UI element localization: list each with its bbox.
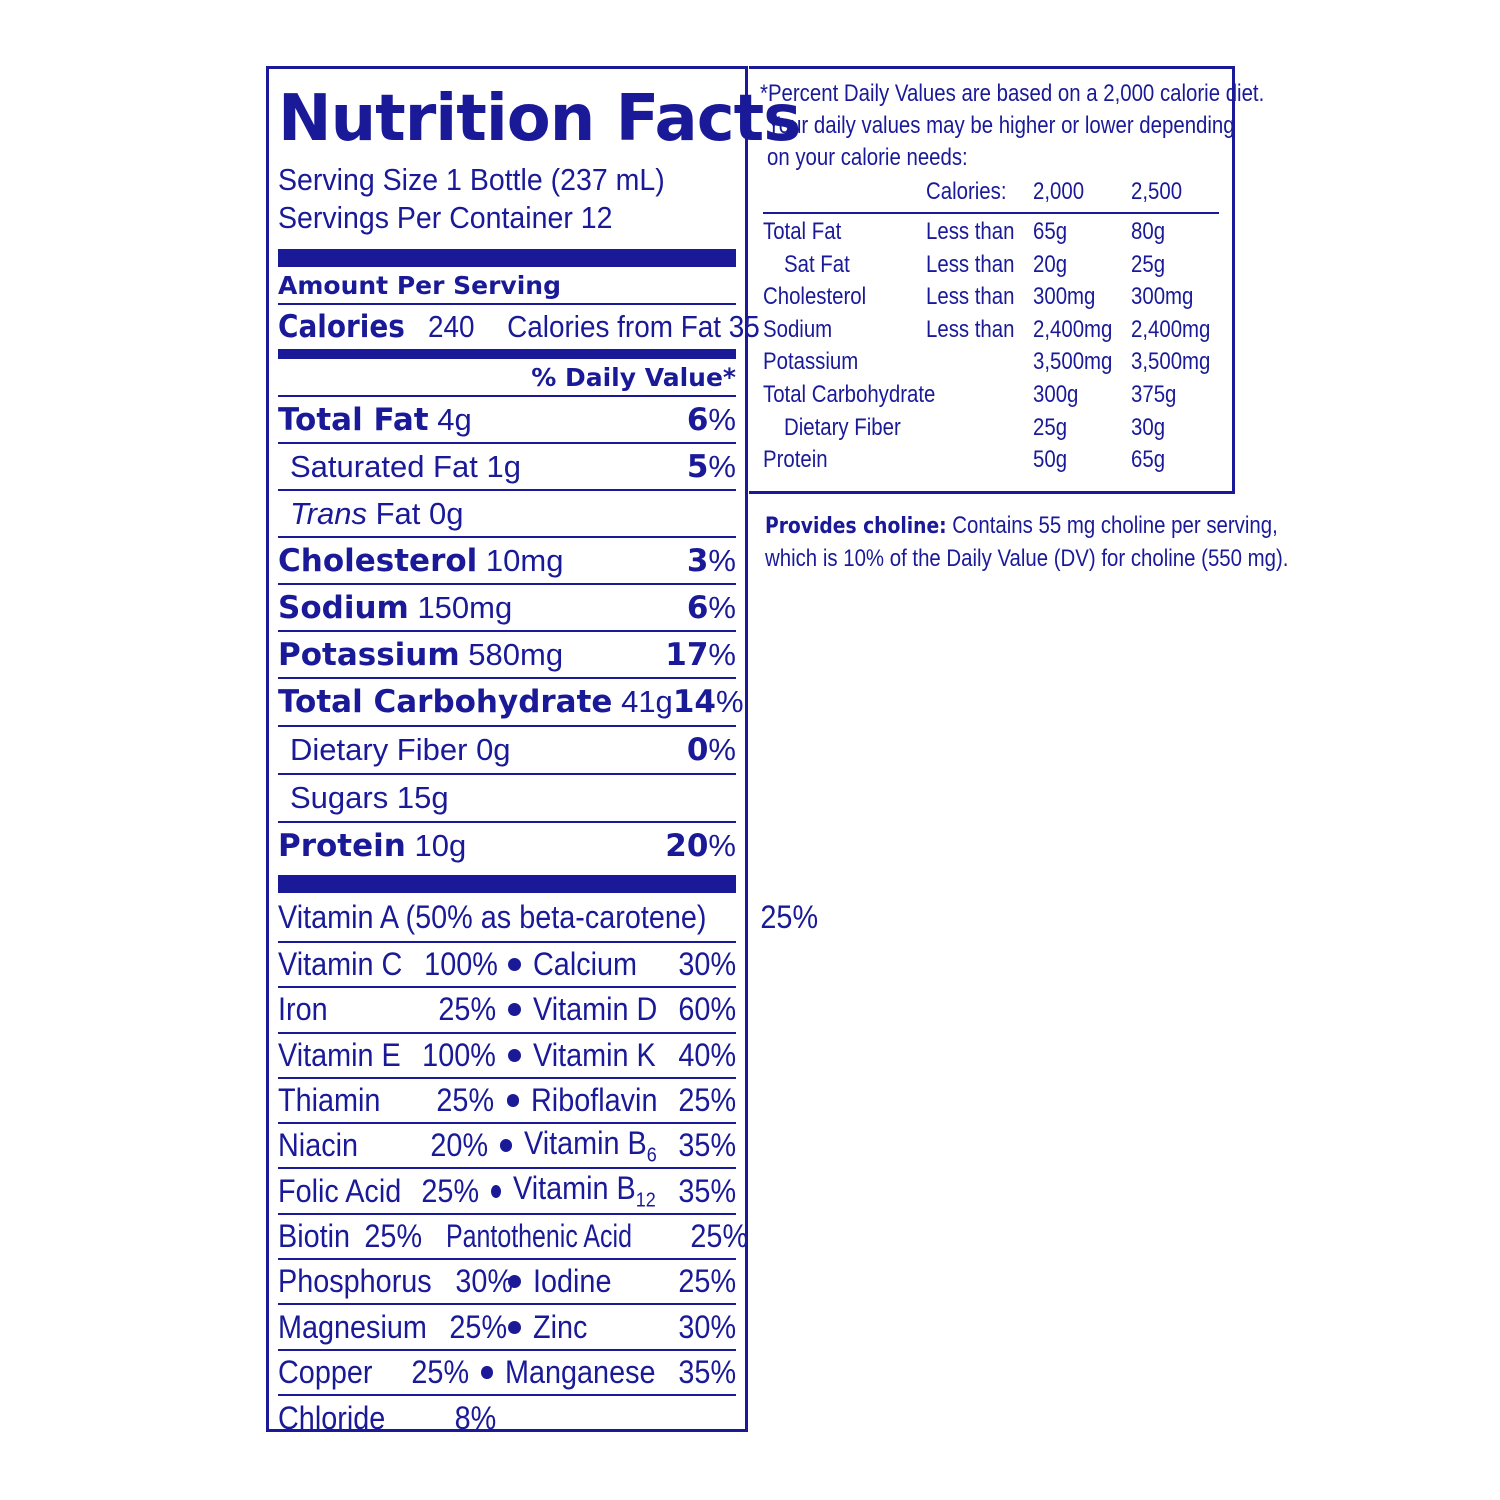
trans-fat-row [278, 491, 736, 538]
footnote-cell-c1: 3,500mg [1033, 348, 1113, 376]
footnote-cell-c1: 65g [1033, 218, 1068, 245]
bullet-icon [491, 1185, 501, 1198]
dietary-fiber-amount: 0g [476, 732, 511, 767]
vitamin-left-label: Phosphorus [278, 1263, 432, 1300]
vitamin-right-pct: 35% [678, 1353, 736, 1390]
vitamin-row [278, 1169, 736, 1214]
chloride-row [278, 1396, 736, 1441]
choline-bold-label: Provides choline: [765, 514, 947, 539]
vitamin-row [278, 1079, 736, 1124]
vitamin-left-pct: 25% [436, 1082, 495, 1119]
vitamin-left-label: Folic Acid [278, 1172, 402, 1209]
vitamin-right-pct: 30% [678, 946, 736, 983]
footnote-line-3: on your calorie needs: [767, 144, 968, 171]
vitamin-right-pct: 40% [678, 1036, 736, 1073]
trans-fat-italic: Trans [290, 495, 367, 531]
vitamin-left-pct: 25% [411, 1353, 470, 1390]
vitamin-subscript: 12 [636, 1189, 657, 1212]
vitamin-left-label: Magnesium [278, 1308, 427, 1345]
vitamin-left-pct: 25% [421, 1172, 479, 1209]
saturated-fat-pct: 5 [686, 448, 709, 485]
bullet-icon [481, 1366, 492, 1379]
sodium-label: Sodium [278, 589, 409, 626]
pct-sign: % [715, 684, 744, 719]
calories-from-fat: Calories from Fat 35 [507, 309, 761, 344]
vitamin-row [278, 1215, 749, 1260]
vitamin-right-pct: 35% [678, 1172, 736, 1209]
vitamin-left-label: Vitamin C [278, 946, 403, 983]
vitamin-right-label [446, 1218, 632, 1255]
footnote-cell-name: Total Carbohydrate [763, 381, 936, 408]
bullet-icon [507, 1094, 520, 1107]
potassium-row [278, 632, 736, 679]
protein-pct: 20 [665, 828, 709, 864]
vitamin-right-label [533, 991, 657, 1028]
footnote-cell-c2: 2,400mg [1131, 315, 1211, 343]
vitamin-right-label [533, 946, 637, 983]
servings-per-container: Servings Per Container 12 [278, 200, 613, 235]
footnote-cell-c2: 375g [1131, 381, 1177, 408]
vitamin-row [278, 988, 736, 1033]
vitamin-row [278, 943, 736, 988]
vitamin-a-label: Vitamin A (50% as beta-carotene) [278, 898, 707, 935]
vitamin-right-name: Vitamin K [533, 1036, 656, 1073]
potassium-amount: 580mg [468, 636, 564, 672]
vitamin-subscript: 6 [647, 1144, 658, 1167]
vitamin-right-name: Iodine [533, 1263, 612, 1300]
vitamin-right-name: Vitamin B [513, 1169, 637, 1206]
choline-statement [765, 510, 1288, 575]
pct-sign: % [708, 542, 736, 578]
footnote-cell-c1: 300mg [1033, 283, 1096, 311]
vitamin-a-row [278, 893, 819, 943]
bullet-icon [508, 1321, 521, 1334]
vitamin-a-pct: 25% [760, 898, 819, 935]
vitamin-left-pct: 100% [422, 1036, 497, 1073]
trans-fat-label: Fat 0g [375, 495, 464, 531]
vitamin-right-name: Riboflavin [531, 1082, 658, 1119]
sodium-amount: 150mg [417, 589, 513, 625]
footnote-cell-c2: 80g [1131, 218, 1166, 245]
chloride-label: Chloride [278, 1399, 386, 1436]
bullet-icon [508, 1003, 521, 1016]
vitamin-right-label [513, 1170, 656, 1212]
vitamin-left-pct: 30% [455, 1263, 513, 1300]
dietary-fiber-pct: 0 [686, 732, 709, 768]
saturated-fat-amount: 1g [486, 448, 521, 484]
vitamin-row [278, 1034, 736, 1079]
thick-divider [278, 875, 736, 893]
vitamin-right-label [533, 1263, 611, 1300]
vitamin-right-name: Calcium [533, 946, 638, 983]
total-fat-row [278, 397, 736, 444]
footnote-line-1: *Percent Daily Values are based on a 2,000 calorie diet. [760, 80, 1265, 107]
footnote-cell-c1: 50g [1033, 446, 1068, 474]
carbohydrate-pct: 14 [672, 684, 716, 720]
vitamin-left-label: Niacin [278, 1127, 359, 1164]
medium-divider [278, 349, 736, 359]
vitamin-row [278, 1124, 736, 1169]
footnote-cell-c1: 25g [1033, 413, 1068, 441]
vitamin-left-label: Copper [278, 1353, 373, 1390]
vitamin-left-pct: 25% [438, 991, 496, 1028]
vitamin-right-pct: 30% [678, 1308, 736, 1345]
calories-value: 240 [427, 309, 475, 344]
protein-label: Protein [278, 828, 406, 864]
vitamin-right-pct: 25% [690, 1217, 749, 1254]
carbohydrate-amount: 41g [621, 684, 673, 719]
carbohydrate-row [278, 679, 744, 727]
protein-row [278, 823, 736, 869]
footnote-cell-c2: 3,500mg [1131, 348, 1211, 376]
potassium-pct: 17 [665, 636, 709, 673]
footnote-cell-qual: Less than [926, 250, 1015, 278]
pct-sign: % [708, 732, 736, 767]
bullet-icon [500, 1139, 513, 1152]
vitamin-mineral-list [278, 943, 749, 1396]
nutrition-facts-title: Nutrition Facts [278, 82, 801, 156]
vitamin-right-pct: 60% [678, 991, 736, 1028]
footnote-cell-qual: Less than [926, 315, 1015, 343]
vitamin-right-pct: 25% [678, 1263, 736, 1300]
sugars-label: Sugars [290, 780, 389, 815]
potassium-label: Potassium [278, 636, 460, 673]
cholesterol-amount: 10mg [485, 542, 564, 578]
amount-per-serving-row [278, 267, 736, 305]
vitamin-right-name: Manganese [504, 1353, 656, 1390]
vitamin-left-label: Thiamin [278, 1082, 381, 1119]
pct-sign: % [708, 636, 736, 672]
calories-label: Calories [278, 309, 405, 345]
sugars-amount: 15g [396, 780, 449, 815]
carbohydrate-label: Total Carbohydrate [278, 684, 613, 720]
vitamin-right-name: Zinc [533, 1308, 588, 1345]
footnote-cell-qual: Less than [926, 283, 1015, 311]
vitamin-right-label [533, 1037, 656, 1074]
footnote-cell-c2: 30g [1131, 413, 1166, 441]
footnote-cell-name: Protein [763, 446, 828, 474]
vitamin-row [278, 1260, 736, 1305]
footnote-cell-c2: 65g [1131, 446, 1166, 474]
daily-value-header-row [278, 359, 736, 397]
vitamin-left-pct: 20% [430, 1127, 488, 1164]
vitamin-right-label [533, 1309, 587, 1346]
footnote-cell-qual: Less than [926, 218, 1015, 245]
cholesterol-row [278, 538, 736, 585]
vitamin-right-name: Vitamin D [533, 991, 658, 1028]
dietary-fiber-label: Dietary Fiber [290, 732, 468, 767]
choline-line-1: Contains 55 mg choline per serving, [952, 512, 1278, 539]
footnote-cell-name: Sodium [763, 315, 833, 343]
total-fat-amount: 4g [437, 401, 472, 437]
vitamin-row [278, 1351, 736, 1396]
vitamin-right-label [505, 1354, 656, 1391]
footnote-cell-name: Total Fat [763, 218, 842, 245]
vitamin-right-pct: 25% [678, 1082, 736, 1119]
footnote-line-2: Your daily values may be higher or lower depending [767, 112, 1235, 139]
footnote-cell-c2: 25g [1131, 250, 1166, 278]
sugars-row [278, 775, 736, 823]
chloride-pct: 8% [454, 1399, 496, 1436]
vitamin-left-pct: 100% [424, 946, 498, 983]
serving-size: Serving Size 1 Bottle (237 mL) [278, 162, 665, 197]
total-fat-label: Total Fat [278, 401, 429, 438]
vitamin-right-name: Vitamin B [524, 1124, 648, 1161]
vitamin-right-name: Pantothenic Acid [446, 1217, 633, 1254]
bullet-icon [508, 958, 521, 971]
vitamin-row [278, 1305, 736, 1350]
footnote-calories-2000: 2,000 [1033, 178, 1085, 205]
daily-value-header: % Daily Value* [531, 362, 736, 392]
footnote-cell-name: Sat Fat [784, 250, 850, 278]
sodium-pct: 6 [686, 589, 709, 626]
footnote-cell-c2: 300mg [1131, 283, 1194, 311]
vitamin-left-pct: 25% [449, 1308, 508, 1345]
cholesterol-label: Cholesterol [278, 542, 478, 579]
pct-sign: % [708, 828, 736, 863]
sodium-row [278, 585, 736, 632]
footnote-cell-c1: 300g [1033, 381, 1079, 408]
amount-per-serving-label: Amount Per Serving [278, 270, 561, 300]
pct-sign: % [708, 589, 736, 625]
vitamin-left-label: Vitamin E [278, 1036, 401, 1073]
total-fat-pct: 6 [686, 401, 709, 438]
vitamin-right-label [524, 1125, 657, 1167]
pct-sign: % [708, 448, 736, 484]
saturated-fat-row [278, 444, 736, 491]
pct-sign: % [708, 401, 736, 437]
saturated-fat-label: Saturated Fat [290, 448, 478, 484]
vitamin-left-pct: 25% [364, 1217, 423, 1254]
footnote-cell-name: Potassium [763, 348, 859, 376]
footnote-cell-name: Cholesterol [763, 283, 867, 311]
cholesterol-pct: 3 [686, 542, 709, 579]
footnote-calories-label: Calories: [926, 178, 1007, 205]
footnote-cell-c1: 2,400mg [1033, 315, 1113, 343]
footnote-cell-name: Dietary Fiber [784, 413, 901, 441]
footnote-cell-c1: 20g [1033, 250, 1068, 278]
footnote-calories-2500: 2,500 [1131, 178, 1183, 205]
vitamin-left-label: Iron [278, 991, 328, 1028]
vitamin-right-label [531, 1082, 657, 1119]
protein-amount: 10g [414, 828, 467, 863]
vitamin-left-label: Biotin [278, 1217, 351, 1254]
bullet-icon [508, 1049, 521, 1062]
calories-row [278, 305, 761, 349]
dietary-fiber-row [278, 727, 736, 775]
vitamin-right-pct: 35% [678, 1127, 736, 1164]
thick-divider [278, 249, 736, 267]
choline-line-2: which is 10% of the Daily Value (DV) for choline (550 mg). [765, 545, 1289, 572]
